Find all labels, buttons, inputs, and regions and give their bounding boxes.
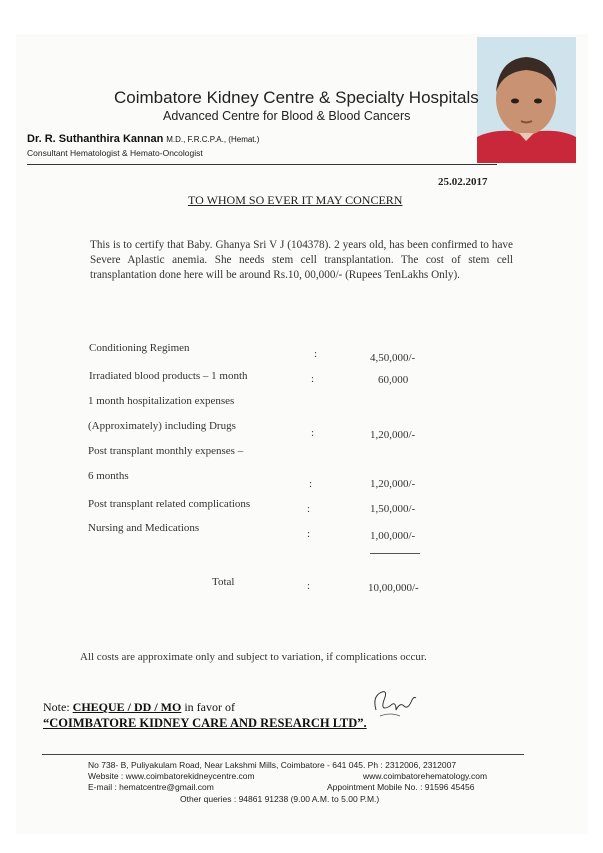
cost-label: 1 month hospitalization expenses xyxy=(88,395,235,407)
cost-amount: 1,20,000/- xyxy=(370,429,416,441)
cost-colon: : xyxy=(309,478,313,490)
cost-label: Irradiated blood products – 1 month xyxy=(89,370,248,382)
doctor-qualifications: M.D., F.R.C.P.A., (Hemat.) xyxy=(166,135,260,144)
letter-date: 25.02.2017 xyxy=(438,176,488,188)
total-label: Total xyxy=(212,576,235,588)
footer-website-2: www.coimbatorehematology.com xyxy=(363,771,488,781)
hospital-name: Coimbatore Kidney Centre & Specialty Hospitals xyxy=(114,88,479,107)
cost-label: Nursing and Medications xyxy=(88,522,200,534)
cost-amount: 1,50,000/- xyxy=(370,503,416,515)
certificate-text: This is to certify that Baby. Ghanya Sri V J (104378). 2 years old, has been confirmed to have Severe Aplastic anemia. She needs stem cell transplantation. The cost of stem cell transplantation done here will be around Rs.10, 00,000/- (Rupees TenLakhs Only). xyxy=(90,239,513,281)
footer-divider xyxy=(42,754,524,755)
doctor-name: Dr. R. Suthanthira Kannan xyxy=(27,133,164,145)
payee-name: “COIMBATORE KIDNEY CARE AND RESEARCH LTD”. xyxy=(43,716,367,730)
cost-label: (Approximately) including Drugs xyxy=(88,420,236,432)
letter-heading: TO WHOM SO EVER IT MAY CONCERN xyxy=(188,193,403,207)
patient-photo xyxy=(477,37,576,163)
cost-label: 6 months xyxy=(88,470,129,482)
cost-amount: 60,000 xyxy=(378,374,409,386)
footer-email: E-mail : hematcentre@gmail.com xyxy=(88,782,214,792)
note-prefix: Note: xyxy=(43,700,73,714)
payment-methods: CHEQUE / DD / MO xyxy=(72,700,182,714)
footer-appointment: Appointment Mobile No. : 91596 45456 xyxy=(327,782,475,792)
sum-divider xyxy=(370,553,420,554)
cost-label: Post transplant monthly expenses – xyxy=(88,445,244,457)
footer-address: No 738- B, Puliyakulam Road, Near Lakshmi Mills, Coimbatore - 641 045. Ph : 2312006, 2312007 xyxy=(88,760,457,770)
total-amount: 10,00,000/- xyxy=(368,582,419,594)
cost-amount: 4,50,000/- xyxy=(370,352,416,364)
disclaimer: All costs are approximate only and subject to variation, if complications occur. xyxy=(80,651,427,663)
hospital-subtitle: Advanced Centre for Blood & Blood Cancers xyxy=(163,109,411,123)
cost-amount: 1,20,000/- xyxy=(370,478,416,490)
footer-website: Website : www.coimbatorekidneycentre.com xyxy=(88,771,255,781)
note-suffix: in favor of xyxy=(181,700,235,714)
footer-other-queries: Other queries : 94861 91238 (9.00 A.M. to 5.00 P.M.) xyxy=(180,794,380,804)
child-portrait-icon xyxy=(477,37,576,163)
cost-colon: : xyxy=(307,503,311,515)
cost-label: Post transplant related complications xyxy=(88,498,251,510)
doctor-line xyxy=(27,133,259,145)
header-divider xyxy=(27,164,497,165)
cost-colon: : xyxy=(311,427,315,439)
signature-icon xyxy=(370,686,420,720)
doctor-title: Consultant Hematologist & Hemato-Oncologist xyxy=(27,148,203,158)
certificate-paragraph xyxy=(90,238,513,283)
payment-note xyxy=(43,700,235,715)
total-colon: : xyxy=(307,580,311,592)
cost-amount: 1,00,000/- xyxy=(370,530,416,542)
cost-label: Conditioning Regimen xyxy=(89,342,190,354)
cost-colon: : xyxy=(314,348,318,360)
cost-colon: : xyxy=(307,528,311,540)
cost-colon: : xyxy=(311,373,315,385)
